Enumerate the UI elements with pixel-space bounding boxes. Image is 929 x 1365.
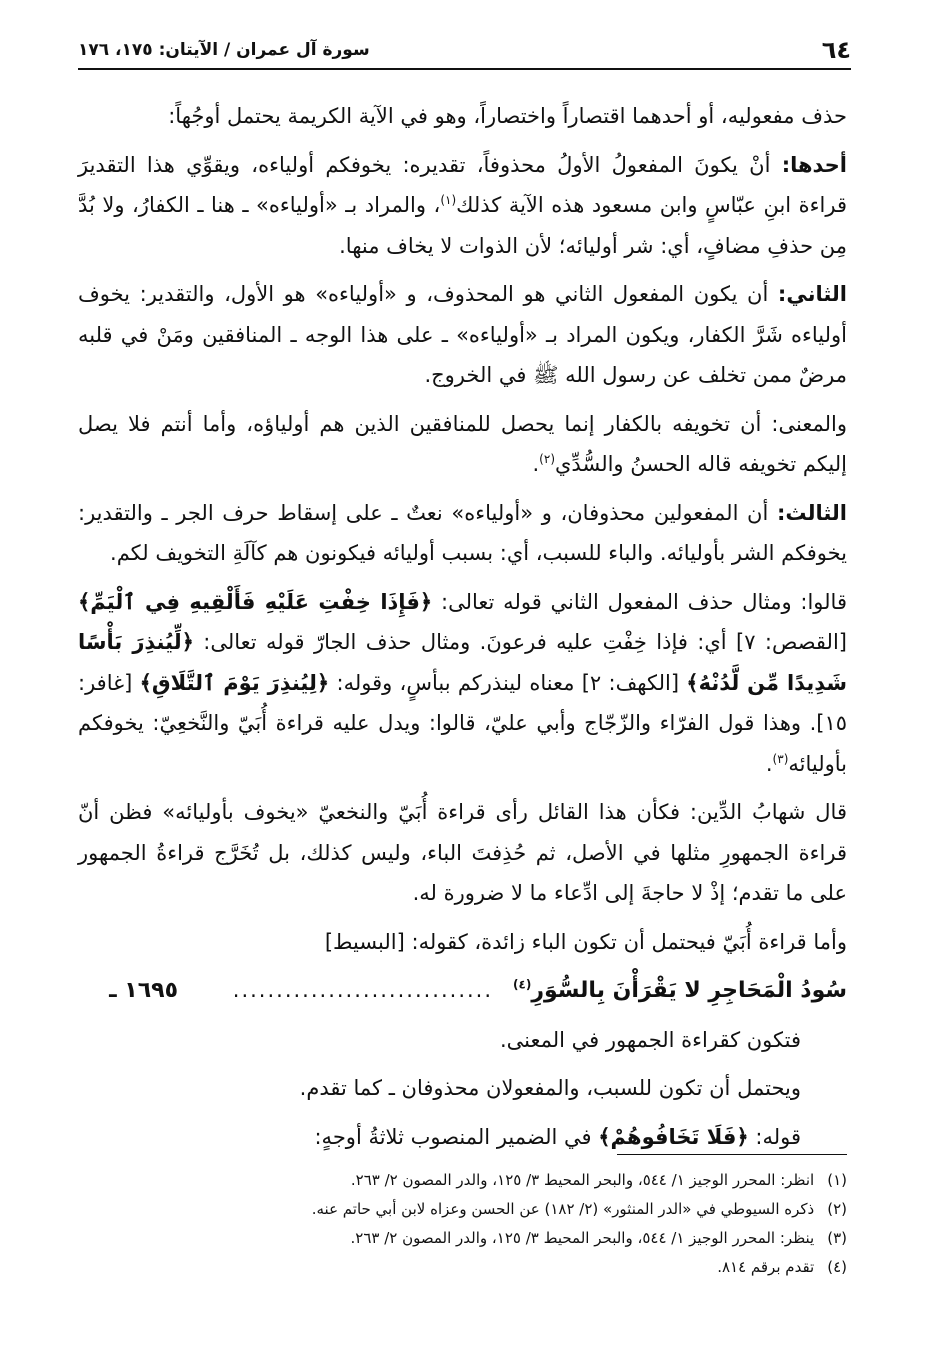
- text-segment: أن المفعولين محذوفان، و «أولياءه» نعتٌ ـ على إسقاط حرف الجر ـ والتقدير: يخوفكم الشر بأوليائه. والباء للسبب، أي: بسبب أوليائه فيكونون هم كآلَةِ التخويف لكم.: [78, 500, 847, 565]
- paragraph: فتكون كقراءة الجمهور في المعنى.: [499, 1027, 801, 1052]
- text-segment: أن يكون المفعول الثاني هو المحذوف، و «أولياءه» هو الأول، والتقدير: يخوف أولياءه شَرَّ الكفار، ويكون المراد بـ «أولياءه» ـ على هذا الوجه ـ المنافقين ومَنْ في قلبه مرضٌ ممن تخلف عن رسول الله ﷺ في الخروج.: [78, 282, 847, 387]
- text-segment: في الضمير المنصوب ثلاثةُ أوجهٍ:: [314, 1124, 599, 1149]
- running-head: سورة آل عمران / الآيتان: ١٧٥، ١٧٦: [78, 40, 370, 60]
- quran-verse: ﴿فَإِذَا خِفْتِ عَلَيْهِ فَأَلْقِيهِ فِي ٱلْيَمِّ﴾: [78, 589, 433, 614]
- text-segment: حذف مفعوليه، أو أحدهما اقتصاراً واختصاراً، وهو في الآية الكريمة يحتمل أوجُهاً:: [168, 104, 847, 128]
- page-header: [78, 30, 851, 70]
- poem-line: [78, 970, 847, 1012]
- page-number: ٦٤: [821, 36, 851, 64]
- footnote-ref: (٤): [513, 977, 532, 992]
- text-segment: قال شهابُ الدِّين: فكأن هذا القائل رأى قراءة أُبَيّ والنخعيّ «يخوف بأوليائه» فظن أنّ قراءة الجمهورِ مثلها في الأصل، ثم حُذِفتَ الباء، وليس كذلك، بل تُخَرَّج قراءةُ الجمهور على ما تقدم؛ إذْ لا حاجةَ إلى ادِّعاء ما لا ضرورة له.: [78, 800, 847, 905]
- paragraph: [78, 274, 847, 396]
- text-segment: [القصص: ٧] أي: فإذا خِفْتِ عليه فرعونَ. ومثال حذف الجارّ قوله تعالى:: [193, 630, 847, 654]
- paragraph: [78, 792, 847, 914]
- text-segment: .: [532, 452, 540, 476]
- text-segment: ، والمراد بـ «أولياءه» ـ هنا ـ الكفارُ، ولا بُدَّ مِن حذفِ مضافٍ، أي: شر أوليائه؛ لأن الذوات لا يخاف منها.: [78, 193, 847, 258]
- footnote-text: انظر: المحرر الوجيز ١/ ٥٤٤، والبحر المحيط ٣/ ١٢٥، والدر المصون ٢/ ٢٦٣.: [350, 1171, 815, 1189]
- footnotes: [78, 1166, 847, 1282]
- footnote: [78, 1166, 847, 1195]
- section-label: الثالث:: [776, 500, 847, 525]
- footnote-text: تقدم برقم ٨١٤.: [717, 1258, 815, 1276]
- text-segment: .: [765, 751, 773, 776]
- paragraph: [78, 922, 847, 963]
- poem-number: ١٦٩٥ ـ: [109, 978, 178, 1003]
- poem-verse: [513, 971, 847, 1012]
- footnote-ref: (٣): [772, 751, 789, 766]
- quran-verse: ﴿لِّيُنذِرَ بَأْسًا شَدِيدًا مِّن لَّدُنْهُ﴾: [78, 630, 847, 695]
- footnote-marker: (٢): [827, 1200, 847, 1218]
- paragraph: [78, 96, 847, 137]
- text-segment: قوله:: [748, 1124, 801, 1149]
- paragraph: [78, 582, 847, 785]
- paragraph: ويحتمل أن تكون للسبب، والمفعولان محذوفان ـ كما تقدم.: [299, 1076, 801, 1100]
- footnote: [78, 1253, 847, 1282]
- paragraph: [78, 493, 847, 574]
- poem-verse-text: سُودُ الْمَحَاجِرِ لا يَقْرَأْنَ بِالسُّوَرِ: [531, 978, 847, 1003]
- quran-verse: ﴿فَلَا تَخَافُوهُمْ﴾: [598, 1124, 749, 1149]
- paragraphs: [78, 96, 847, 962]
- footnote-ref: (١): [440, 193, 457, 207]
- text-segment: [الكهف: ٢] معناه لينذركم ببأسٍ، وقوله:: [329, 670, 687, 695]
- text-segment: [غافر: ١٥]. وهذا قول الفرّاء والزّجّاج وأبي عليّ، قالوا: ويدل عليه قراءة أُبَيّ والنَّخعِيّ: يخوفكم بأوليائه: [78, 670, 847, 776]
- text-segment: وأما قراءة أُبَيّ فيحتمل أن تكون الباء زائدة، كقوله: [البسيط]: [324, 929, 847, 954]
- footnote-ref: (٢): [539, 452, 555, 466]
- text-segment: والمعنى: أن تخويفه بالكفار إنما يحصل للمنافقين الذين هم أولياؤه، وأما أنتم فلا يصل إليكم تخويفه قاله الحسنُ والسُّدِّي: [78, 411, 847, 476]
- paragraph: [78, 1117, 847, 1158]
- footnote-text: ذكره السيوطي في «الدر المنثور» (٢/ ١٨٢) عن الحسن وعزاه لابن أبي حاتم عنه.: [311, 1200, 815, 1218]
- footnote-separator: [617, 1154, 847, 1155]
- main-text: [78, 96, 847, 1165]
- footnote: [78, 1224, 847, 1253]
- footnote-marker: (١): [827, 1171, 847, 1189]
- text-segment: أنْ يكونَ المفعولُ الأولُ محذوفاً، تقديره: يخوفكم أولياءه، ويقوِّي هذا التقديرَ قراءة ابنِ عبّاسٍ وابن مسعود هذه الآية كذلك: [78, 152, 847, 217]
- footnote-text: ينظر: المحرر الوجيز ١/ ٥٤٤، والبحر المحيط ٣/ ١٢٥، والدر المصون ٢/ ٢٦٣.: [350, 1229, 815, 1247]
- section-label: أحدها:: [781, 152, 847, 177]
- footnote-marker: (٤): [827, 1258, 847, 1276]
- poem-dots: ..............................: [232, 978, 494, 1002]
- footnote-marker: (٣): [827, 1229, 847, 1247]
- section-label: الثاني:: [777, 282, 847, 306]
- quran-verse: ﴿لِيُنذِرَ يَوْمَ ٱلتَّلَاقِ﴾: [139, 670, 330, 695]
- paragraph: [78, 404, 847, 485]
- paragraph: [78, 145, 847, 267]
- text-segment: قالوا: ومثال حذف المفعول الثاني قوله تعالى:: [432, 589, 847, 614]
- footnote: [78, 1195, 847, 1224]
